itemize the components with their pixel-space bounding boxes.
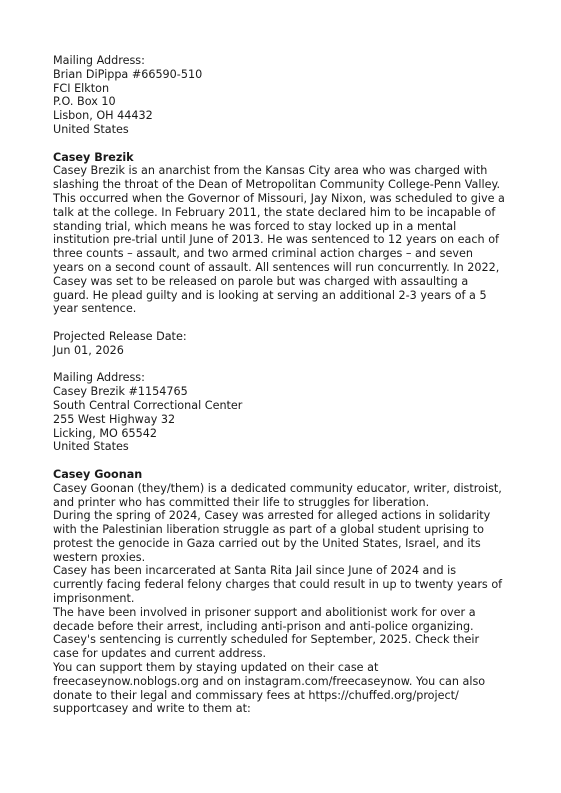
bio-line: supportcasey and write to them at:: [53, 702, 251, 716]
bio-line: talk at the college. In February 2011, the state declared him to be incapable of: [53, 205, 496, 219]
bio-line: Casey Goonan (they/them) is a dedicated community educator, writer, distroist,: [53, 481, 502, 495]
address-line: United States: [53, 440, 129, 454]
address-line: FCI Elkton: [53, 81, 110, 95]
mailing-address-label: Mailing Address:: [53, 371, 145, 385]
prisoner-name-heading: Casey Goonan: [53, 467, 143, 481]
address-line: P.O. Box 10: [53, 95, 116, 109]
bio-line: imprisonment.: [53, 592, 135, 606]
prisoner-name-heading: Casey Brezik: [53, 150, 134, 164]
page-content: [53, 54, 513, 716]
mailing-address-label: Mailing Address:: [53, 54, 145, 67]
bio-line: Casey was set to be released on parole but was charged with assaulting a: [53, 274, 469, 288]
release-date-block: [53, 330, 513, 358]
address-line: South Central Correctional Center: [53, 398, 243, 412]
bio-line: This occurred when the Governor of Missouri, Jay Nixon, was scheduled to give a: [53, 191, 505, 205]
spacer: [53, 454, 513, 468]
prisoner-bio: [53, 164, 513, 316]
mailing-address-block: [53, 54, 513, 137]
bio-line: slashing the throat of the Dean of Metropolitan Community College-Penn Valley.: [53, 178, 501, 192]
bio-line: Casey has been incarcerated at Santa Rita Jail since June of 2024 and is: [53, 564, 457, 578]
bio-line: currently facing federal felony charges that could result in up to twenty years of: [53, 578, 503, 592]
mailing-address-block: [53, 371, 513, 454]
bio-line: case for updates and current address.: [53, 647, 267, 661]
prisoner-bio: [53, 482, 513, 717]
bio-line: year sentence.: [53, 302, 137, 316]
address-line: Casey Brezik #1154765: [53, 385, 188, 399]
address-line: United States: [53, 122, 129, 136]
prisoner-entry-casey-goonan: [53, 468, 513, 716]
address-line: 255 West Highway 32: [53, 412, 176, 426]
bio-line: You can support them by staying updated on their case at: [53, 661, 379, 675]
bio-line: freecaseynow.noblogs.org and on instagram.com/freecaseynow. You can also: [53, 674, 486, 688]
address-line: Brian DiPippa #66590-510: [53, 67, 203, 81]
bio-line: decade before their arrest, including anti-prison and anti-police organizing.: [53, 619, 474, 633]
spacer: [53, 358, 513, 372]
address-line: Licking, MO 65542: [53, 426, 157, 440]
bio-line: institution pre-trial until June of 2013. He was sentenced to 12 years on each of: [53, 233, 499, 247]
bio-line: standing trial, which means he was forced to stay locked up in a mental: [53, 219, 457, 233]
bio-line: years on a second count of assault. All sentences will run concurrently. In 2022,: [53, 260, 500, 274]
release-date-label: Projected Release Date:: [53, 329, 187, 343]
bio-line: western proxies.: [53, 550, 146, 564]
address-line: Lisbon, OH 44432: [53, 109, 153, 123]
bio-line: three counts – assault, and two armed criminal action charges – and seven: [53, 247, 473, 261]
spacer: [53, 137, 513, 151]
bio-line: Casey Brezik is an anarchist from the Kansas City area who was charged with: [53, 164, 488, 178]
bio-line: Casey's sentencing is currently scheduled for September, 2025. Check their: [53, 633, 480, 647]
bio-line: with the Palestinian liberation struggle as part of a global student uprising to: [53, 523, 484, 537]
bio-line: donate to their legal and commissary fees at https://chuffed.org/project/: [53, 688, 459, 702]
bio-line: During the spring of 2024, Casey was arrested for alleged actions in solidarity: [53, 509, 491, 523]
release-date-value: Jun 01, 2026: [53, 343, 124, 357]
bio-line: The have been involved in prisoner support and abolitionist work for over a: [53, 605, 476, 619]
spacer: [53, 316, 513, 330]
bio-line: guard. He plead guilty and is looking at serving an additional 2-3 years of a 5: [53, 288, 487, 302]
bio-line: protest the genocide in Gaza carried out by the United States, Israel, and its: [53, 536, 481, 550]
prisoner-entry-casey-brezik: [53, 151, 513, 455]
bio-line: and printer who has committed their life to struggles for liberation.: [53, 495, 430, 509]
